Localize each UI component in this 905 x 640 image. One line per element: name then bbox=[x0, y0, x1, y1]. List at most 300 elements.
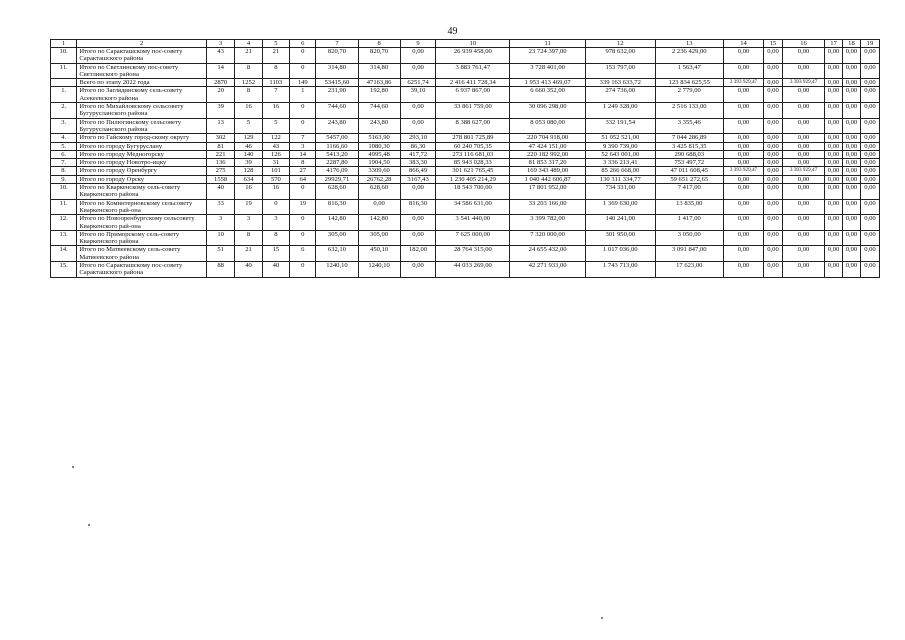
row-index: 5. bbox=[51, 142, 77, 150]
row-value: 2 236 429,00 bbox=[655, 48, 723, 64]
row-value: 0 bbox=[290, 48, 316, 64]
row-value: 0,00 bbox=[860, 167, 879, 175]
row-value: 0,00 bbox=[764, 175, 783, 183]
row-value: 5163,90 bbox=[358, 134, 400, 142]
row-value: 305,00 bbox=[316, 230, 358, 246]
row-value: 1 953 413 469,07 bbox=[510, 79, 586, 87]
row-value: 744,60 bbox=[358, 103, 400, 119]
row-value: 302 bbox=[206, 134, 234, 142]
row-value: 122 bbox=[262, 134, 289, 142]
row-name: Итого по Матвеевскому сель-совету Матвеевского района bbox=[77, 246, 207, 262]
row-value: 332 191,54 bbox=[586, 118, 656, 134]
row-value: 293,10 bbox=[400, 134, 436, 142]
row-value: 0,00 bbox=[782, 184, 824, 200]
row-value: 0,00 bbox=[825, 246, 843, 262]
row-value: 243,80 bbox=[358, 118, 400, 134]
row-value: 0,00 bbox=[843, 262, 861, 278]
row-value: 19 bbox=[290, 199, 316, 215]
row-value: 130 311 334,77 bbox=[586, 175, 656, 183]
row-value: 3 bbox=[262, 215, 289, 231]
row-value: 734 331,00 bbox=[586, 184, 656, 200]
row-value: 142,80 bbox=[316, 215, 358, 231]
row-value: 290 688,03 bbox=[655, 150, 723, 158]
row-value: 4995,48 bbox=[358, 150, 400, 158]
row-value: 0,00 bbox=[843, 134, 861, 142]
row-value: 3 336 213,41 bbox=[586, 159, 656, 167]
row-value: 0,00 bbox=[843, 150, 861, 158]
table-row bbox=[51, 184, 880, 200]
row-value: 0,00 bbox=[400, 262, 436, 278]
row-value: 1 563,47 bbox=[655, 63, 723, 79]
row-value: 20 bbox=[206, 87, 234, 103]
row-value: 7 bbox=[262, 87, 289, 103]
row-value: 88 bbox=[206, 262, 234, 278]
row-value: 1240,10 bbox=[358, 262, 400, 278]
row-value: 0,00 bbox=[782, 142, 824, 150]
row-value: 51 052 521,00 bbox=[586, 134, 656, 142]
row-value: 51 bbox=[206, 246, 234, 262]
row-value: 3 883 761,47 bbox=[436, 63, 510, 79]
table-row bbox=[51, 175, 880, 183]
row-value: 4176,09 bbox=[316, 167, 358, 175]
row-value: 816,30 bbox=[316, 199, 358, 215]
row-value: 1 017 036,00 bbox=[586, 246, 656, 262]
row-value: 1240,10 bbox=[316, 262, 358, 278]
row-index: 8. bbox=[51, 167, 77, 175]
row-value: 0 bbox=[262, 199, 289, 215]
column-number: 14 bbox=[724, 40, 764, 48]
row-value: 26762,28 bbox=[358, 175, 400, 183]
row-value: 6 660 352,00 bbox=[510, 87, 586, 103]
row-value: 0,00 bbox=[764, 103, 783, 119]
row-index: 3. bbox=[51, 118, 77, 134]
row-name: Итого по Кваркенскому сель-совету Кваркенского района bbox=[77, 184, 207, 200]
row-index: 15. bbox=[51, 262, 77, 278]
row-value: 1103 bbox=[262, 79, 289, 87]
row-value: 0,00 bbox=[400, 63, 436, 79]
row-index bbox=[51, 79, 77, 87]
row-value: 47163,86 bbox=[358, 79, 400, 87]
row-value: 383,30 bbox=[400, 159, 436, 167]
row-value: 86,30 bbox=[400, 142, 436, 150]
row-value: 29929,71 bbox=[316, 175, 358, 183]
column-number: 15 bbox=[764, 40, 783, 48]
row-value: 1 743 713,00 bbox=[586, 262, 656, 278]
row-value: 142,80 bbox=[358, 215, 400, 231]
row-value: 85 266 668,00 bbox=[586, 167, 656, 175]
row-value: 129 bbox=[235, 134, 262, 142]
row-value: 21 bbox=[262, 48, 289, 64]
row-value: 40 bbox=[206, 184, 234, 200]
row-value: 0,00 bbox=[860, 215, 879, 231]
table-row bbox=[51, 48, 880, 64]
row-value: 0,00 bbox=[782, 103, 824, 119]
row-value: 0,00 bbox=[843, 159, 861, 167]
row-value: 231,90 bbox=[316, 87, 358, 103]
table-row bbox=[51, 118, 880, 134]
row-value: 978 632,00 bbox=[586, 48, 656, 64]
row-value: 2870 bbox=[206, 79, 234, 87]
row-value: 632,10 bbox=[316, 246, 358, 262]
row-index: 10. bbox=[51, 184, 77, 200]
row-value: 3 541 440,00 bbox=[436, 215, 510, 231]
row-value: 0,00 bbox=[843, 79, 861, 87]
column-number: 7 bbox=[316, 40, 358, 48]
row-value: 628,60 bbox=[358, 184, 400, 200]
row-value: 0,00 bbox=[724, 159, 764, 167]
scan-dot bbox=[601, 617, 603, 619]
row-value: 60 240 705,35 bbox=[436, 142, 510, 150]
row-value: 8 053 080,00 bbox=[510, 118, 586, 134]
row-value: 0,00 bbox=[782, 48, 824, 64]
row-value: 0,00 bbox=[764, 142, 783, 150]
row-value: 28 764 315,00 bbox=[436, 246, 510, 262]
row-value: 0,00 bbox=[782, 150, 824, 158]
row-value: 339 163 633,72 bbox=[586, 79, 656, 87]
row-value: 33 bbox=[206, 199, 234, 215]
row-value: 43 bbox=[262, 142, 289, 150]
row-value: 0,00 bbox=[724, 262, 764, 278]
row-value: 27 bbox=[290, 167, 316, 175]
row-value: 0,00 bbox=[825, 63, 843, 79]
row-value: 7 625 000,00 bbox=[436, 230, 510, 246]
row-name: Итого по Гайскому город-скому округу bbox=[77, 134, 207, 142]
row-value: 0,00 bbox=[764, 167, 783, 175]
row-value: 52 643 001,00 bbox=[586, 150, 656, 158]
row-value: 6251,74 bbox=[400, 79, 436, 87]
row-value: 26 939 458,00 bbox=[436, 48, 510, 64]
row-value: 0 bbox=[290, 63, 316, 79]
row-value: 0,00 bbox=[400, 48, 436, 64]
row-value: 85 943 028,33 bbox=[436, 159, 510, 167]
row-value: 0,00 bbox=[724, 87, 764, 103]
row-value: 0,00 bbox=[782, 118, 824, 134]
row-value: 0,00 bbox=[724, 118, 764, 134]
row-value: 0,00 bbox=[782, 215, 824, 231]
row-value: 0,00 bbox=[825, 103, 843, 119]
row-value: 0,00 bbox=[860, 63, 879, 79]
row-value: 0,00 bbox=[843, 103, 861, 119]
row-name: Итого по городу Медногорску bbox=[77, 150, 207, 158]
row-name: Итого по Светлинскому пос-совету Светлинского района bbox=[77, 63, 207, 79]
table-row bbox=[51, 167, 880, 175]
row-value: 0,00 bbox=[724, 215, 764, 231]
row-value: 0,00 bbox=[860, 262, 879, 278]
row-value: 8 bbox=[262, 63, 289, 79]
row-value: 744,60 bbox=[316, 103, 358, 119]
row-value: 0,00 bbox=[358, 199, 400, 215]
row-value: 8 bbox=[290, 159, 316, 167]
row-value: 153 797,00 bbox=[586, 63, 656, 79]
row-value: 2 516 133,00 bbox=[655, 103, 723, 119]
row-name: Итого по городу Орску bbox=[77, 175, 207, 183]
row-value: 0,00 bbox=[400, 103, 436, 119]
row-value: 275 bbox=[206, 167, 234, 175]
row-value: 123 834 625,55 bbox=[655, 79, 723, 87]
row-value: 192,80 bbox=[358, 87, 400, 103]
row-value: 0,00 bbox=[860, 199, 879, 215]
row-value: 140 bbox=[235, 150, 262, 158]
row-value: 3 425 815,35 bbox=[655, 142, 723, 150]
row-value: 2 779,00 bbox=[655, 87, 723, 103]
row-index: 10. bbox=[51, 48, 77, 64]
row-value: 3 050,00 bbox=[655, 230, 723, 246]
row-value: 220 704 918,00 bbox=[510, 134, 586, 142]
column-number: 5 bbox=[262, 40, 289, 48]
row-value: 450,10 bbox=[358, 246, 400, 262]
row-value: 0,00 bbox=[764, 87, 783, 103]
row-value: 0,00 bbox=[860, 48, 879, 64]
row-value: 40 bbox=[235, 262, 262, 278]
row-value: 0 bbox=[290, 184, 316, 200]
row-value: 59 651 272,65 bbox=[655, 175, 723, 183]
row-value: 39,10 bbox=[400, 87, 436, 103]
row-value: 16 bbox=[262, 103, 289, 119]
row-value: 1 040 442 606,87 bbox=[510, 175, 586, 183]
row-value: 0 bbox=[290, 230, 316, 246]
row-value: 0,00 bbox=[825, 150, 843, 158]
row-value: 1904,50 bbox=[358, 159, 400, 167]
column-number: 1 bbox=[51, 40, 77, 48]
row-value: 0,00 bbox=[724, 142, 764, 150]
column-number: 19 bbox=[860, 40, 879, 48]
row-value: 1166,60 bbox=[316, 142, 358, 150]
row-value: 0,00 bbox=[860, 103, 879, 119]
row-value: 0,00 bbox=[825, 167, 843, 175]
row-value: 0,00 bbox=[843, 87, 861, 103]
row-value: 0,00 bbox=[860, 246, 879, 262]
row-name: Итого по Приморскому сель-совету Кваркенского района bbox=[77, 230, 207, 246]
row-value: 21 bbox=[235, 48, 262, 64]
row-value: 0,00 bbox=[724, 63, 764, 79]
row-name: Итого по Заглядинскому сель-совету Асекеевского района bbox=[77, 87, 207, 103]
row-value: 417,72 bbox=[400, 150, 436, 158]
row-value: 182,00 bbox=[400, 246, 436, 262]
row-value: 42 271 933,00 bbox=[510, 262, 586, 278]
row-value: 0,00 bbox=[782, 230, 824, 246]
column-number: 11 bbox=[510, 40, 586, 48]
row-value: 634 bbox=[235, 175, 262, 183]
row-value: 8 388 627,00 bbox=[436, 118, 510, 134]
row-value: 0,00 bbox=[825, 134, 843, 142]
row-value: 0,00 bbox=[724, 48, 764, 64]
row-value: 0,00 bbox=[825, 175, 843, 183]
row-value: 3 393 929,47 bbox=[782, 79, 824, 87]
row-value: 220 182 992,00 bbox=[510, 150, 586, 158]
row-value: 0,00 bbox=[782, 175, 824, 183]
data-table bbox=[50, 39, 880, 278]
row-value: 0,00 bbox=[782, 159, 824, 167]
table-row bbox=[51, 103, 880, 119]
table-row bbox=[51, 134, 880, 142]
row-value: 0,00 bbox=[843, 246, 861, 262]
row-value: 221 bbox=[206, 150, 234, 158]
table-row bbox=[51, 159, 880, 167]
row-index: 11. bbox=[51, 199, 77, 215]
row-name: Всего по этапу 2022 года bbox=[77, 79, 207, 87]
row-value: 0,00 bbox=[764, 63, 783, 79]
row-value: 44 033 269,00 bbox=[436, 262, 510, 278]
row-value: 30 096 298,00 bbox=[510, 103, 586, 119]
row-value: 0,00 bbox=[764, 159, 783, 167]
row-value: 0,00 bbox=[724, 184, 764, 200]
row-value: 0,00 bbox=[724, 199, 764, 215]
row-value: 0,00 bbox=[860, 134, 879, 142]
column-number: 9 bbox=[400, 40, 436, 48]
row-index: 4. bbox=[51, 134, 77, 142]
row-value: 0,00 bbox=[843, 175, 861, 183]
row-value: 0,00 bbox=[825, 262, 843, 278]
row-value: 140 241,00 bbox=[586, 215, 656, 231]
row-value: 0,00 bbox=[860, 175, 879, 183]
column-number: 4 bbox=[235, 40, 262, 48]
row-value: 273 116 681,03 bbox=[436, 150, 510, 158]
table-row bbox=[51, 246, 880, 262]
row-value: 16 bbox=[235, 103, 262, 119]
row-value: 8 bbox=[235, 230, 262, 246]
row-value: 149 bbox=[290, 79, 316, 87]
row-name: Итого по Михайловскому сельсовету Бугурусланского района bbox=[77, 103, 207, 119]
row-value: 0 bbox=[290, 103, 316, 119]
row-value: 0,00 bbox=[860, 159, 879, 167]
row-value: 3 399 782,00 bbox=[510, 215, 586, 231]
row-value: 16 bbox=[262, 184, 289, 200]
row-value: 0,00 bbox=[782, 63, 824, 79]
row-name: Итого по городу Оренбургу bbox=[77, 167, 207, 175]
row-value: 39 bbox=[235, 159, 262, 167]
row-value: 820,70 bbox=[316, 48, 358, 64]
row-value: 0,00 bbox=[843, 199, 861, 215]
row-value: 0 bbox=[290, 215, 316, 231]
row-value: 2 416 411 728,34 bbox=[436, 79, 510, 87]
row-value: 0,00 bbox=[860, 184, 879, 200]
scan-dot bbox=[88, 524, 90, 526]
row-value: 0,00 bbox=[860, 150, 879, 158]
row-index: 11. bbox=[51, 63, 77, 79]
row-index: 14. bbox=[51, 246, 77, 262]
column-number: 18 bbox=[843, 40, 861, 48]
column-number: 12 bbox=[586, 40, 656, 48]
row-value: 21 bbox=[235, 246, 262, 262]
row-index: 1. bbox=[51, 87, 77, 103]
row-value: 64 bbox=[290, 175, 316, 183]
row-value: 0,00 bbox=[782, 134, 824, 142]
row-value: 24 655 432,00 bbox=[510, 246, 586, 262]
row-value: 0,00 bbox=[724, 246, 764, 262]
row-value: 0,00 bbox=[843, 142, 861, 150]
row-value: 0,00 bbox=[400, 230, 436, 246]
row-name: Итого по городу Новотро-ицку bbox=[77, 159, 207, 167]
row-value: 243,80 bbox=[316, 118, 358, 134]
column-number-row bbox=[51, 40, 880, 48]
row-value: 0,00 bbox=[843, 167, 861, 175]
row-value: 1 369 630,00 bbox=[586, 199, 656, 215]
row-value: 0,00 bbox=[764, 230, 783, 246]
row-value: 16 bbox=[235, 184, 262, 200]
row-value: 0,00 bbox=[843, 118, 861, 134]
column-number: 6 bbox=[290, 40, 316, 48]
row-value: 0,00 bbox=[860, 230, 879, 246]
row-value: 0,00 bbox=[843, 48, 861, 64]
row-value: 17 801 952,00 bbox=[510, 184, 586, 200]
row-value: 17 623,00 bbox=[655, 262, 723, 278]
row-value: 0,00 bbox=[860, 142, 879, 150]
row-value: 47 011 608,45 bbox=[655, 167, 723, 175]
row-value: 570 bbox=[262, 175, 289, 183]
row-index: 9. bbox=[51, 175, 77, 183]
row-value: 0,00 bbox=[860, 87, 879, 103]
row-value: 3 393 929,47 bbox=[724, 79, 764, 87]
row-value: 13 bbox=[206, 118, 234, 134]
row-value: 0 bbox=[290, 262, 316, 278]
column-number: 2 bbox=[77, 40, 207, 48]
table-row bbox=[51, 63, 880, 79]
row-value: 820,70 bbox=[358, 48, 400, 64]
row-value: 39 bbox=[206, 103, 234, 119]
row-value: 6 bbox=[290, 246, 316, 262]
row-value: 0,00 bbox=[724, 134, 764, 142]
row-value: 33 203 166,00 bbox=[510, 199, 586, 215]
row-value: 1252 bbox=[235, 79, 262, 87]
table-row bbox=[51, 215, 880, 231]
row-value: 5413,20 bbox=[316, 150, 358, 158]
row-index: 12. bbox=[51, 215, 77, 231]
row-value: 43 bbox=[206, 48, 234, 64]
row-value: 128 bbox=[235, 167, 262, 175]
row-value: 0,00 bbox=[825, 159, 843, 167]
row-value: 0,00 bbox=[764, 246, 783, 262]
row-value: 1080,30 bbox=[358, 142, 400, 150]
row-value: 0,00 bbox=[825, 230, 843, 246]
row-value: 81 853 317,20 bbox=[510, 159, 586, 167]
row-value: 3 bbox=[235, 215, 262, 231]
row-value: 10 bbox=[206, 230, 234, 246]
table-row bbox=[51, 87, 880, 103]
row-value: 0,00 bbox=[860, 118, 879, 134]
row-index: 6. bbox=[51, 150, 77, 158]
row-value: 0,00 bbox=[782, 87, 824, 103]
table-row bbox=[51, 150, 880, 158]
row-value: 0,00 bbox=[843, 230, 861, 246]
page-number: 49 bbox=[447, 26, 458, 37]
row-value: 0,00 bbox=[825, 87, 843, 103]
row-value: 0,00 bbox=[764, 79, 783, 87]
row-value: 46 bbox=[235, 142, 262, 150]
row-value: 136 bbox=[206, 159, 234, 167]
row-value: 3 bbox=[206, 215, 234, 231]
row-value: 301 950,00 bbox=[586, 230, 656, 246]
row-value: 314,80 bbox=[358, 63, 400, 79]
row-value: 5457,00 bbox=[316, 134, 358, 142]
row-value: 305,00 bbox=[358, 230, 400, 246]
row-name: Итого по Новооренбургскому сельсовету Кваркенского рай-она bbox=[77, 215, 207, 231]
row-value: 5 bbox=[262, 118, 289, 134]
row-value: 1 249 328,00 bbox=[586, 103, 656, 119]
row-index: 7. bbox=[51, 159, 77, 167]
row-value: 3 355,46 bbox=[655, 118, 723, 134]
column-number: 8 bbox=[358, 40, 400, 48]
row-value: 0,00 bbox=[400, 184, 436, 200]
row-name: Итого по Пилюгинскому сельсовету Бугурусланского района bbox=[77, 118, 207, 134]
row-value: 0,00 bbox=[825, 142, 843, 150]
row-value: 0,00 bbox=[764, 118, 783, 134]
row-value: 2287,80 bbox=[316, 159, 358, 167]
row-value: 8 bbox=[262, 230, 289, 246]
row-value: 9 390 739,00 bbox=[586, 142, 656, 150]
row-value: 0,00 bbox=[825, 199, 843, 215]
row-value: 0,00 bbox=[782, 262, 824, 278]
row-value: 1 417,00 bbox=[655, 215, 723, 231]
